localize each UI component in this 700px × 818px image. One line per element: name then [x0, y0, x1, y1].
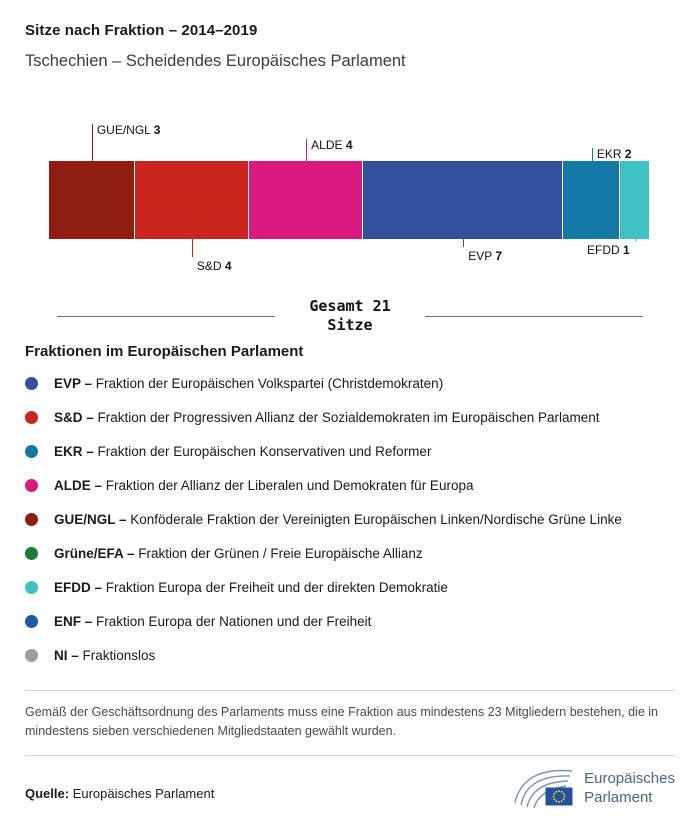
legend-item-6	[25, 570, 675, 604]
callout-label-2	[311, 138, 352, 152]
callout-seat-count: 4	[345, 138, 353, 152]
callout-group-name: GUE/NGL	[96, 123, 154, 137]
callout-label-5	[587, 243, 630, 257]
legend-item-8	[25, 638, 675, 672]
callout-line-4	[592, 148, 593, 161]
source-label: Quelle:	[25, 785, 70, 801]
callout-label-0	[97, 123, 161, 137]
ep-logo	[513, 766, 675, 810]
divider-bottom	[25, 755, 675, 756]
legend-label: ENF – Fraktion Europa der Nationen und der Freiheit	[54, 613, 372, 629]
callout-group-name: EVP	[468, 249, 496, 263]
legend-dot-icon	[25, 479, 38, 492]
callout-seat-count: 3	[153, 123, 161, 137]
bar-segment-gue-ngl	[49, 161, 135, 239]
callout-seat-count: 2	[624, 147, 632, 161]
callout-group-name: ALDE	[311, 138, 346, 152]
callout-seat-count: 7	[495, 249, 503, 263]
legend-item-3	[25, 468, 675, 502]
hemicycle-icon	[513, 766, 575, 810]
legend-dot-icon	[25, 445, 38, 458]
callout-line-5	[635, 239, 636, 241]
total-seats-unit: Sitze	[327, 316, 373, 334]
callout-line-2	[306, 139, 307, 161]
legend-dot-icon	[25, 411, 38, 424]
ep-logo-line2: Parlament	[584, 788, 653, 806]
legend-dot-icon	[25, 615, 38, 628]
total-row	[57, 297, 643, 335]
legend-label: EFDD – Fraktion Europa der Freiheit und der direkten Demokratie	[54, 579, 448, 595]
legend-label: EVP – Fraktion der Europäischen Volkspartei (Christdemokraten)	[54, 375, 444, 391]
chart-area	[49, 119, 649, 273]
footnote-text: Gemäß der Geschäftsordnung des Parlaments muss eine Fraktion aus mindestens 23 Mitgliedern bestehen, die in mindestens sieben verschiedenen Mitgliedstaaten gewählt wurden.	[25, 705, 658, 739]
bar-segment-evp	[363, 161, 563, 239]
callout-line-0	[92, 124, 93, 161]
callout-label-4	[597, 147, 632, 161]
callout-group-name: EFDD	[587, 243, 624, 257]
callout-seat-count: 1	[623, 243, 630, 257]
legend-item-4	[25, 502, 675, 536]
legend-item-0	[25, 366, 675, 400]
legend-dot-icon	[25, 513, 38, 526]
callout-label-1	[197, 259, 232, 273]
callout-group-name: S&D	[196, 259, 225, 273]
source-value: Europäisches Parlament	[72, 785, 215, 801]
total-rule-right	[425, 316, 643, 317]
legend-item-2	[25, 434, 675, 468]
legend-dot-icon	[25, 377, 38, 390]
footnote-section	[25, 690, 675, 756]
legend-label: EKR – Fraktion der Europäischen Konservativen und Reformer	[54, 443, 432, 459]
legend-label: Grüne/EFA – Fraktion der Grünen / Freie Europäische Allianz	[54, 545, 423, 561]
callout-line-1	[192, 239, 193, 257]
bar-segment-efdd	[620, 161, 649, 239]
legend-item-1	[25, 400, 675, 434]
bar-segment-ekr	[563, 161, 620, 239]
callout-seat-count: 4	[224, 259, 232, 273]
legend-item-7	[25, 604, 675, 638]
bar-segment-alde	[249, 161, 363, 239]
legend-label: NI – Fraktionslos	[54, 647, 156, 663]
ep-logo-line1: Europäisches	[584, 769, 675, 787]
callout-label-3	[468, 249, 502, 263]
legend-dot-icon	[25, 547, 38, 560]
total-rule-left	[57, 316, 275, 317]
legend-dot-icon	[25, 581, 38, 594]
legend-heading: Fraktionen im Europäischen Parlament	[25, 343, 304, 360]
source-text	[25, 786, 214, 810]
page-subtitle: Tschechien – Scheidendes Europäisches Parlament	[25, 52, 406, 70]
page-title: Sitze nach Fraktion – 2014–2019	[25, 22, 258, 39]
bar-segment-s-d	[135, 161, 249, 239]
legend-list	[25, 366, 675, 672]
legend-dot-icon	[25, 649, 38, 662]
callout-line-3	[463, 239, 464, 247]
total-seats-value: Gesamt 21	[309, 297, 391, 315]
callout-group-name: EKR	[596, 147, 625, 161]
legend-label: ALDE – Fraktion der Allianz der Liberalen und Demokraten für Europa	[54, 477, 474, 493]
source-row	[25, 766, 675, 810]
ep-logo-text	[584, 769, 675, 807]
stacked-bar	[49, 161, 649, 239]
total-seats-label	[309, 297, 390, 335]
legend-item-5	[25, 536, 675, 570]
legend-label: GUE/NGL – Konföderale Fraktion der Vereinigten Europäischen Linken/Nordische Grüne Linke	[54, 511, 622, 527]
legend-label: S&D – Fraktion der Progressiven Allianz der Sozialdemokraten im Europäischen Parlament	[54, 409, 600, 425]
